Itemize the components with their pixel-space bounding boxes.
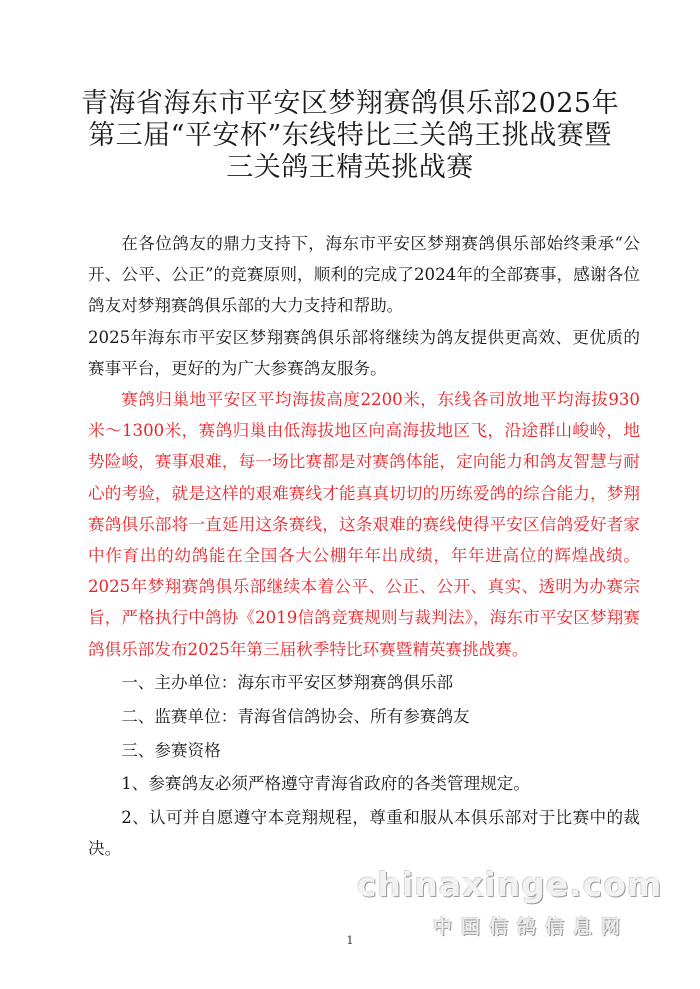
supervisor-line: 二、监赛单位：青海省信鸽协会、所有参赛鸽友: [121, 707, 470, 727]
highlight-paragraph: 赛鸽归巢地平安区平均海拔高度2200米，东线各司放地平均海拔930米～1300米，赛鸽归巢由低海拔地区向高海拔地区飞，沿途群山峻岭，地势险峻，赛事艰难，每一场比赛都是对赛鸽体能，定向能力和鸽友智慧与耐心的考验，就是这样的艰难赛线才能真真切切的历练爱鸽的综合能力，梦翔赛鸽俱乐部将一直延用这条赛线，这条艰难的赛线使得平安区信鸽爱好者家中作育出的幼鸽能在全国各大公棚年年出成绩，年年进高位的辉煌战绩。2025年梦翔赛鸽俱乐部继续本着公平、公正、公开、真实、透明为办赛宗旨，严格执行中鸽协《2019信鸽竞赛规则与裁判法》，海东市平安区梦翔赛鸽俱乐部发布2025年第三届秋季特比环赛暨精英赛挑战赛。: [88, 390, 640, 659]
rule-2: 2、认可并自愿遵守本竞翔规程，尊重和服从本俱乐部对于比赛中的裁决。: [88, 808, 640, 859]
intro-paragraph: 在各位鸽友的鼎力支持下，海东市平安区梦翔赛鸽俱乐部始终秉承“公开、公平、公正”的竞赛原则，顺利的完成了2024年的全部赛事，感谢各位鸽友对梦翔赛鸽俱乐部的大力支持和帮助。: [88, 234, 640, 316]
organizer-line: 一、主办单位：海东市平安区梦翔赛鸽俱乐部: [121, 673, 454, 693]
rule-1: 1、参赛鸽友必须严格遵守青海省政府的各类管理规定。: [121, 774, 530, 794]
document-body: [88, 228, 640, 865]
page-number: 1: [346, 934, 354, 947]
document-title: [60, 88, 640, 184]
eligibility-heading: 三、参赛资格: [121, 740, 221, 760]
title-line-3: 三关鸽王精英挑战赛: [226, 152, 474, 183]
watermark-name: 中国信鸽信息网: [433, 916, 630, 938]
watermark-site: chinaxinge.com: [357, 865, 663, 904]
intro-paragraph-2: 2025年海东市平安区梦翔赛鸽俱乐部将继续为鸽友提供更高效、更优质的赛事平台，更好的为广大参赛鸽友服务。: [88, 327, 640, 378]
title-line-2: 第三届“平安杯”东线特比三关鸽王挑战赛暨: [88, 120, 612, 151]
title-line-1: 青海省海东市平安区梦翔赛鸽俱乐部2025年: [80, 88, 620, 119]
